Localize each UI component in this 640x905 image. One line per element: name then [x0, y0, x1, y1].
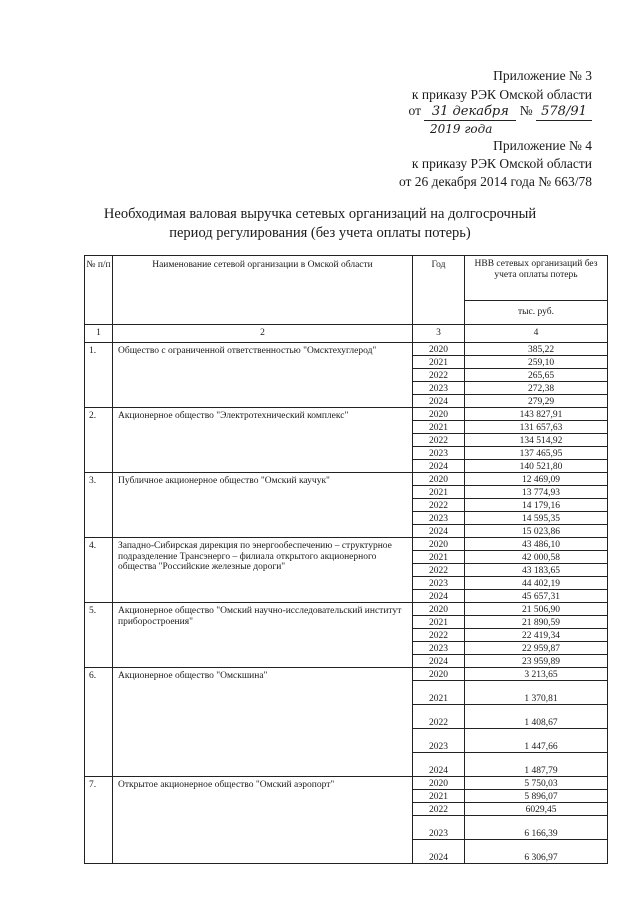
year-cell: 2020: [413, 343, 465, 356]
value-cell: 1 487,79: [465, 753, 608, 777]
year-cell: 2024: [413, 753, 465, 777]
org-number: 6.: [85, 668, 113, 777]
year-cell: 2023: [413, 816, 465, 840]
appendix3-title: Приложение № 3: [493, 68, 592, 83]
value-cell: 14 179,16: [465, 499, 608, 512]
appendix4-order: к приказу РЭК Омской области: [411, 156, 592, 171]
table-row: [85, 538, 608, 551]
handwritten-date: 31 декабря: [424, 104, 516, 121]
table-row: [85, 408, 608, 421]
value-cell: 5 750,03: [465, 777, 608, 790]
value-cell: 272,38: [465, 382, 608, 395]
value-cell: 45 657,31: [465, 590, 608, 603]
year-cell: 2020: [413, 777, 465, 790]
value-cell: 12 469,09: [465, 473, 608, 486]
value-cell: 42 000,58: [465, 551, 608, 564]
header-name: Наименование сетевой организации в Омской области: [113, 256, 413, 325]
appendix3-order: к приказу РЭК Омской области: [411, 87, 592, 102]
year-cell: 2024: [413, 590, 465, 603]
col-number-4: 4: [465, 325, 608, 343]
year-cell: 2021: [413, 421, 465, 434]
value-cell: 43 183,65: [465, 564, 608, 577]
year-cell: 2022: [413, 564, 465, 577]
value-cell: 6 166,39: [465, 816, 608, 840]
org-number: 2.: [85, 408, 113, 473]
number-prefix: №: [519, 103, 533, 118]
value-cell: 1 370,81: [465, 681, 608, 705]
title-line-1: Необходимая валовая выручка сетевых организаций на долгосрочный: [103, 206, 537, 222]
value-cell: 1 447,66: [465, 729, 608, 753]
year-cell: 2022: [413, 434, 465, 447]
value-cell: 265,65: [465, 369, 608, 382]
year-cell: 2021: [413, 551, 465, 564]
value-cell: 259,10: [465, 356, 608, 369]
value-cell: 5 896,07: [465, 790, 608, 803]
org-name: Общество с ограниченной ответственностью "Омсктехуглерод": [113, 343, 413, 408]
org-name: Акционерное общество "Электротехнический комплекс": [113, 408, 413, 473]
header-unit: тыс. руб.: [465, 301, 608, 325]
year-cell: 2024: [413, 840, 465, 864]
value-cell: 6029,45: [465, 803, 608, 816]
year-cell: 2022: [413, 705, 465, 729]
year-cell: 2024: [413, 395, 465, 408]
appendix4-date: от 26 декабря 2014 года № 663/78: [398, 174, 592, 189]
col-number-1: 1: [85, 325, 113, 343]
column-numbers-row: [85, 325, 608, 343]
header-num: № п/п: [85, 256, 113, 325]
org-name: Акционерное общество "Омский научно-исследовательский институт приборостроения": [113, 603, 413, 668]
year-cell: 2021: [413, 616, 465, 629]
header-value: НВВ сетевых организаций без учета оплаты потерь: [465, 256, 608, 301]
year-cell: 2020: [413, 668, 465, 681]
value-cell: 137 465,95: [465, 447, 608, 460]
year-cell: 2023: [413, 729, 465, 753]
handwritten-year: 2019 года: [430, 122, 493, 136]
year-cell: 2021: [413, 790, 465, 803]
year-cell: 2022: [413, 499, 465, 512]
from-prefix: от: [408, 103, 421, 118]
org-number: 1.: [85, 343, 113, 408]
org-name: Открытое акционерное общество "Омский аэропорт": [113, 777, 413, 864]
title-line-2: период регулирования (без учета оплаты потерь): [169, 225, 471, 241]
value-cell: 14 595,35: [465, 512, 608, 525]
appendix4-title: Приложение № 4: [493, 138, 592, 153]
org-name: Западно-Сибирская дирекция по энергообеспечению – структурное подразделение Трансэнерго – филиала открытого акционерного общества "Российские железные дороги": [113, 538, 413, 603]
value-cell: 21 890,59: [465, 616, 608, 629]
year-cell: 2020: [413, 408, 465, 421]
year-cell: 2023: [413, 642, 465, 655]
year-cell: 2020: [413, 473, 465, 486]
year-cell: 2022: [413, 803, 465, 816]
org-name: Публичное акционерное общество "Омский каучук": [113, 473, 413, 538]
year-cell: 2022: [413, 629, 465, 642]
table-row: [85, 777, 608, 790]
document-title: [60, 205, 580, 243]
value-cell: 22 419,34: [465, 629, 608, 642]
year-cell: 2023: [413, 382, 465, 395]
value-cell: 23 959,89: [465, 655, 608, 668]
year-cell: 2021: [413, 681, 465, 705]
value-cell: 140 521,80: [465, 460, 608, 473]
year-cell: 2024: [413, 460, 465, 473]
table-row: [85, 603, 608, 616]
value-cell: 21 506,90: [465, 603, 608, 616]
header-row: [85, 256, 608, 301]
value-cell: 43 486,10: [465, 538, 608, 551]
org-number: 5.: [85, 603, 113, 668]
col-number-2: 2: [113, 325, 413, 343]
value-cell: 3 213,65: [465, 668, 608, 681]
year-cell: 2020: [413, 603, 465, 616]
year-cell: 2023: [413, 577, 465, 590]
value-cell: 44 402,19: [465, 577, 608, 590]
value-cell: 143 827,91: [465, 408, 608, 421]
value-cell: 13 774,93: [465, 486, 608, 499]
table-row: [85, 343, 608, 356]
handwritten-number: 578/91: [536, 104, 592, 121]
value-cell: 22 959,87: [465, 642, 608, 655]
header-year: Год: [413, 256, 465, 325]
value-cell: 131 657,63: [465, 421, 608, 434]
org-name: Акционерное общество "Омскшина": [113, 668, 413, 777]
value-cell: 15 023,86: [465, 525, 608, 538]
year-cell: 2021: [413, 356, 465, 369]
table-row: [85, 668, 608, 681]
value-cell: 134 514,92: [465, 434, 608, 447]
org-number: 3.: [85, 473, 113, 538]
org-number: 7.: [85, 777, 113, 864]
col-number-3: 3: [413, 325, 465, 343]
year-cell: 2021: [413, 486, 465, 499]
year-cell: 2024: [413, 655, 465, 668]
appendix3-date-line: [409, 103, 593, 121]
value-cell: 385,22: [465, 343, 608, 356]
revenue-table-body: [85, 256, 608, 864]
value-cell: 6 306,97: [465, 840, 608, 864]
year-cell: 2022: [413, 369, 465, 382]
year-cell: 2023: [413, 447, 465, 460]
year-cell: 2023: [413, 512, 465, 525]
value-cell: 279,29: [465, 395, 608, 408]
year-cell: 2024: [413, 525, 465, 538]
year-cell: 2020: [413, 538, 465, 551]
revenue-table: [84, 255, 608, 864]
value-cell: 1 408,67: [465, 705, 608, 729]
table-row: [85, 473, 608, 486]
org-number: 4.: [85, 538, 113, 603]
